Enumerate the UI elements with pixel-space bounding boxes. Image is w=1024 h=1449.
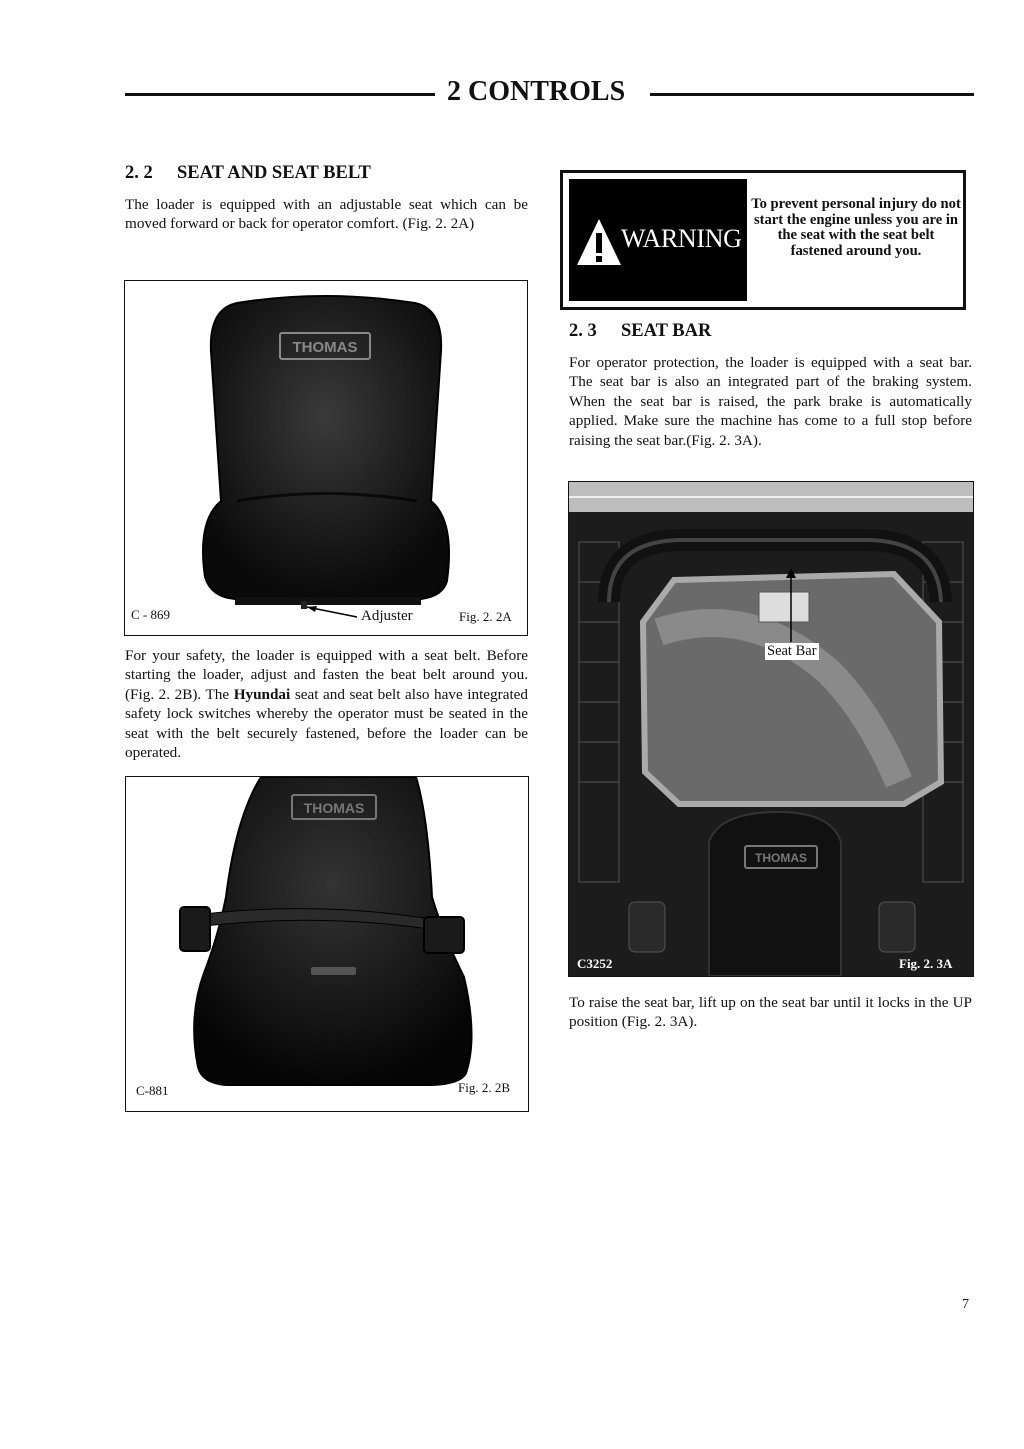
- seat-bar-callout: Seat Bar: [767, 643, 817, 659]
- chapter-title: 2 CONTROLS: [447, 76, 626, 107]
- section-number: 2. 2: [125, 163, 153, 183]
- figure-code: C3252: [577, 956, 613, 971]
- warning-message: To prevent personal injury do not start the engine unless you are in the seat with the seat belt fastened around you.: [751, 196, 961, 259]
- belt-text-2: seat and seat belt also have integrated safety lock switches whereby the operator must be seated in the seat with the belt securely fastened, before the loader can be operated.: [125, 685, 528, 762]
- warning-box: [560, 170, 966, 310]
- seat-photo: [125, 281, 527, 635]
- seat-logo-3: THOMAS: [755, 851, 807, 865]
- section-title: SEAT AND SEAT BELT: [177, 163, 371, 183]
- seat-bar-paragraph: For operator protection, the loader is equipped with a seat bar. The seat bar is also an integrated part of the braking system. When the seat bar is raised, the park brake is automatically applied. Make sure the machine has come to a full stop before raising the seat bar.(Fig. 2. 3A).: [569, 354, 972, 449]
- page-number: 7: [962, 1297, 969, 1312]
- brand-name: Hyundai: [233, 685, 291, 703]
- figure-2-3a: [568, 481, 974, 977]
- seat-logo: THOMAS: [292, 339, 358, 356]
- seat-logo-2: THOMAS: [303, 800, 365, 816]
- figure-code: C - 869: [131, 607, 170, 622]
- section-title: SEAT BAR: [621, 321, 712, 341]
- section-2-2-heading: [125, 163, 371, 184]
- header-rule-right: [650, 93, 974, 96]
- figure-2-2a: [124, 280, 528, 636]
- header-rule-left: [125, 93, 435, 96]
- warning-triangle-icon: [575, 217, 623, 267]
- belt-text-1: For your safety, the loader is equipped with a seat belt. Before starting the loader, adjust and fasten the beat belt around you. (Fig. 2. 2B). The: [125, 647, 528, 703]
- figure-label: Fig. 2. 3A: [899, 956, 953, 971]
- seat-belt-paragraph: [125, 646, 528, 762]
- figure-code: C-881: [136, 1083, 169, 1098]
- section-2-3-heading: [569, 321, 711, 342]
- figure-2-2b: [125, 776, 529, 1112]
- warning-label-panel: [569, 179, 747, 301]
- cab-photo: [569, 482, 973, 976]
- raise-seat-bar-paragraph: To raise the seat bar, lift up on the seat bar until it locks in the UP position (Fig. 2. 3A).: [569, 994, 972, 1031]
- figure-label: Fig. 2. 2A: [459, 609, 512, 624]
- seat-belt-photo: [126, 777, 528, 1111]
- section-number: 2. 3: [569, 321, 597, 341]
- figure-label: Fig. 2. 2B: [458, 1080, 511, 1095]
- seat-intro-paragraph: The loader is equipped with an adjustable seat which can be moved forward or back for operator comfort. (Fig. 2. 2A): [125, 196, 528, 233]
- adjuster-callout: Adjuster: [361, 608, 413, 624]
- warning-word: WARNING: [621, 224, 742, 253]
